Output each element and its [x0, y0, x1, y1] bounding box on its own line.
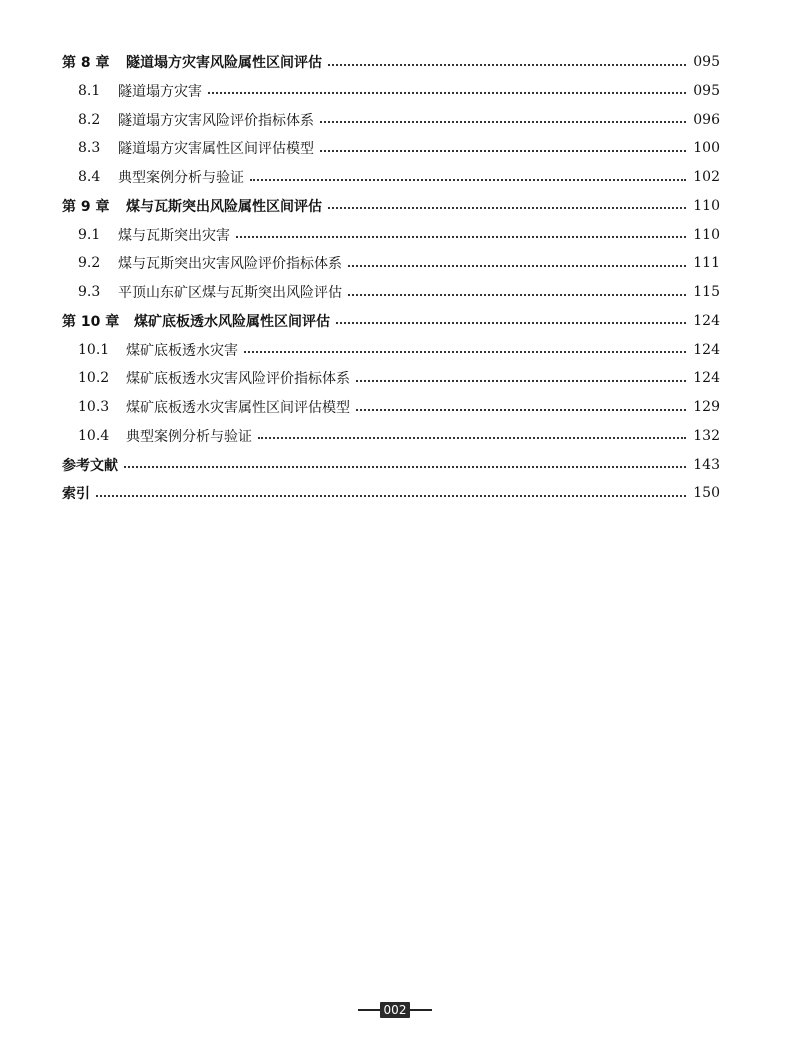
- toc-leader-dots: [320, 120, 686, 123]
- toc-entry-title: 索引: [62, 486, 90, 503]
- toc-section-entry: [78, 137, 720, 159]
- toc-leader-dots: [258, 436, 686, 439]
- toc-entry-title: 煤矿底板透水风险属性区间评估: [134, 313, 330, 330]
- toc-entry-page: 110: [693, 226, 720, 243]
- toc-entry-title: 隧道塌方灾害风险评价指标体系: [118, 112, 314, 129]
- toc-entry-page: 129: [693, 399, 720, 415]
- toc-entry-page: 124: [693, 312, 720, 329]
- toc-entry-number: 8.2: [78, 111, 101, 128]
- toc-entry-title: 参考文献: [62, 457, 118, 474]
- toc-section-entry: [78, 396, 720, 418]
- toc-entry-page: 095: [693, 82, 720, 99]
- toc-entry-number: 8.1: [78, 82, 101, 99]
- toc-section-entry: [78, 224, 720, 246]
- toc-entry-number: 9.2: [78, 255, 101, 272]
- toc-leader-dots: [348, 293, 686, 296]
- toc-entry-title: 煤与瓦斯突出风险属性区间评估: [126, 198, 322, 215]
- toc-entry-page: 100: [693, 140, 720, 157]
- toc-entry-title: 平顶山东矿区煤与瓦斯突出风险评估: [118, 285, 342, 301]
- footer-rule-left: [358, 1009, 380, 1011]
- toc-entry-number: 10.1: [78, 341, 110, 358]
- page-number-footer: [350, 1001, 440, 1019]
- toc-leader-dots: [328, 206, 686, 209]
- toc-leader-dots: [124, 465, 686, 468]
- toc-entry-page: 111: [693, 255, 720, 272]
- toc-entry-title: 典型案例分析与验证: [126, 428, 252, 445]
- toc-entry-number: 8.4: [78, 169, 101, 185]
- toc-entry-page: 124: [693, 370, 720, 387]
- toc-entry-title: 隧道塌方灾害: [118, 83, 202, 100]
- footer-rule-right: [410, 1009, 432, 1011]
- toc-chapter-entry: [62, 482, 720, 504]
- toc-entry-title: 煤矿底板透水灾害: [126, 342, 238, 359]
- toc-leader-dots: [320, 149, 686, 152]
- toc-entry-page: 124: [693, 341, 720, 358]
- toc-entry-title: 典型案例分析与验证: [118, 170, 244, 186]
- toc-leader-dots: [244, 350, 686, 353]
- toc-section-entry: [78, 166, 720, 188]
- toc-chapter-entry: [62, 195, 720, 217]
- toc-entry-title: 煤矿底板透水灾害属性区间评估模型: [126, 400, 350, 416]
- toc-entry-title: 隧道塌方灾害属性区间评估模型: [118, 141, 314, 158]
- toc-entry-number: 9.1: [78, 226, 101, 243]
- toc-section-entry: [78, 425, 720, 447]
- toc-entry-page: 115: [693, 284, 720, 300]
- toc-leader-dots: [236, 235, 686, 238]
- toc-entry-number: 第 9 章: [62, 198, 110, 215]
- toc-entry-number: 第 8 章: [62, 55, 110, 71]
- toc-leader-dots: [208, 91, 686, 94]
- toc-entry-page: 150: [693, 485, 720, 502]
- toc-leader-dots: [328, 63, 686, 66]
- toc-entry-page: 096: [693, 111, 720, 128]
- toc-entry-number: 10.3: [78, 399, 110, 415]
- toc-leader-dots: [356, 408, 686, 411]
- toc-leader-dots: [250, 178, 686, 181]
- toc-leader-dots: [96, 494, 686, 497]
- toc-section-entry: [78, 80, 720, 102]
- toc-entry-title: 煤与瓦斯突出灾害风险评价指标体系: [118, 256, 342, 273]
- toc-leader-dots: [348, 264, 686, 267]
- toc-section-entry: [78, 252, 720, 274]
- toc-entry-number: 10.4: [78, 427, 110, 444]
- toc-entry-page: 110: [693, 197, 720, 214]
- toc-chapter-entry: [62, 454, 720, 476]
- toc-entry-number: 8.3: [78, 140, 101, 157]
- toc-entry-title: 隧道塌方灾害风险属性区间评估: [126, 55, 322, 71]
- toc-chapter-entry: [62, 310, 720, 332]
- toc-entry-page: 143: [693, 456, 720, 473]
- toc-entry-number: 第 10 章: [62, 313, 120, 330]
- toc-chapter-entry: [62, 51, 720, 73]
- page-number: 002: [380, 1002, 411, 1018]
- toc-section-entry: [78, 109, 720, 131]
- toc-entry-page: 132: [693, 427, 720, 444]
- toc-section-entry: [78, 367, 720, 389]
- toc-leader-dots: [336, 321, 686, 324]
- toc-section-entry: [78, 339, 720, 361]
- toc-entry-number: 10.2: [78, 370, 110, 387]
- toc-section-entry: [78, 281, 720, 303]
- toc-entry-number: 9.3: [78, 284, 101, 300]
- toc-entry-title: 煤与瓦斯突出灾害: [118, 227, 230, 244]
- toc-entry-page: 102: [693, 169, 720, 185]
- toc-entry-page: 095: [693, 54, 720, 70]
- toc-entry-title: 煤矿底板透水灾害风险评价指标体系: [126, 371, 350, 388]
- toc-leader-dots: [356, 379, 686, 382]
